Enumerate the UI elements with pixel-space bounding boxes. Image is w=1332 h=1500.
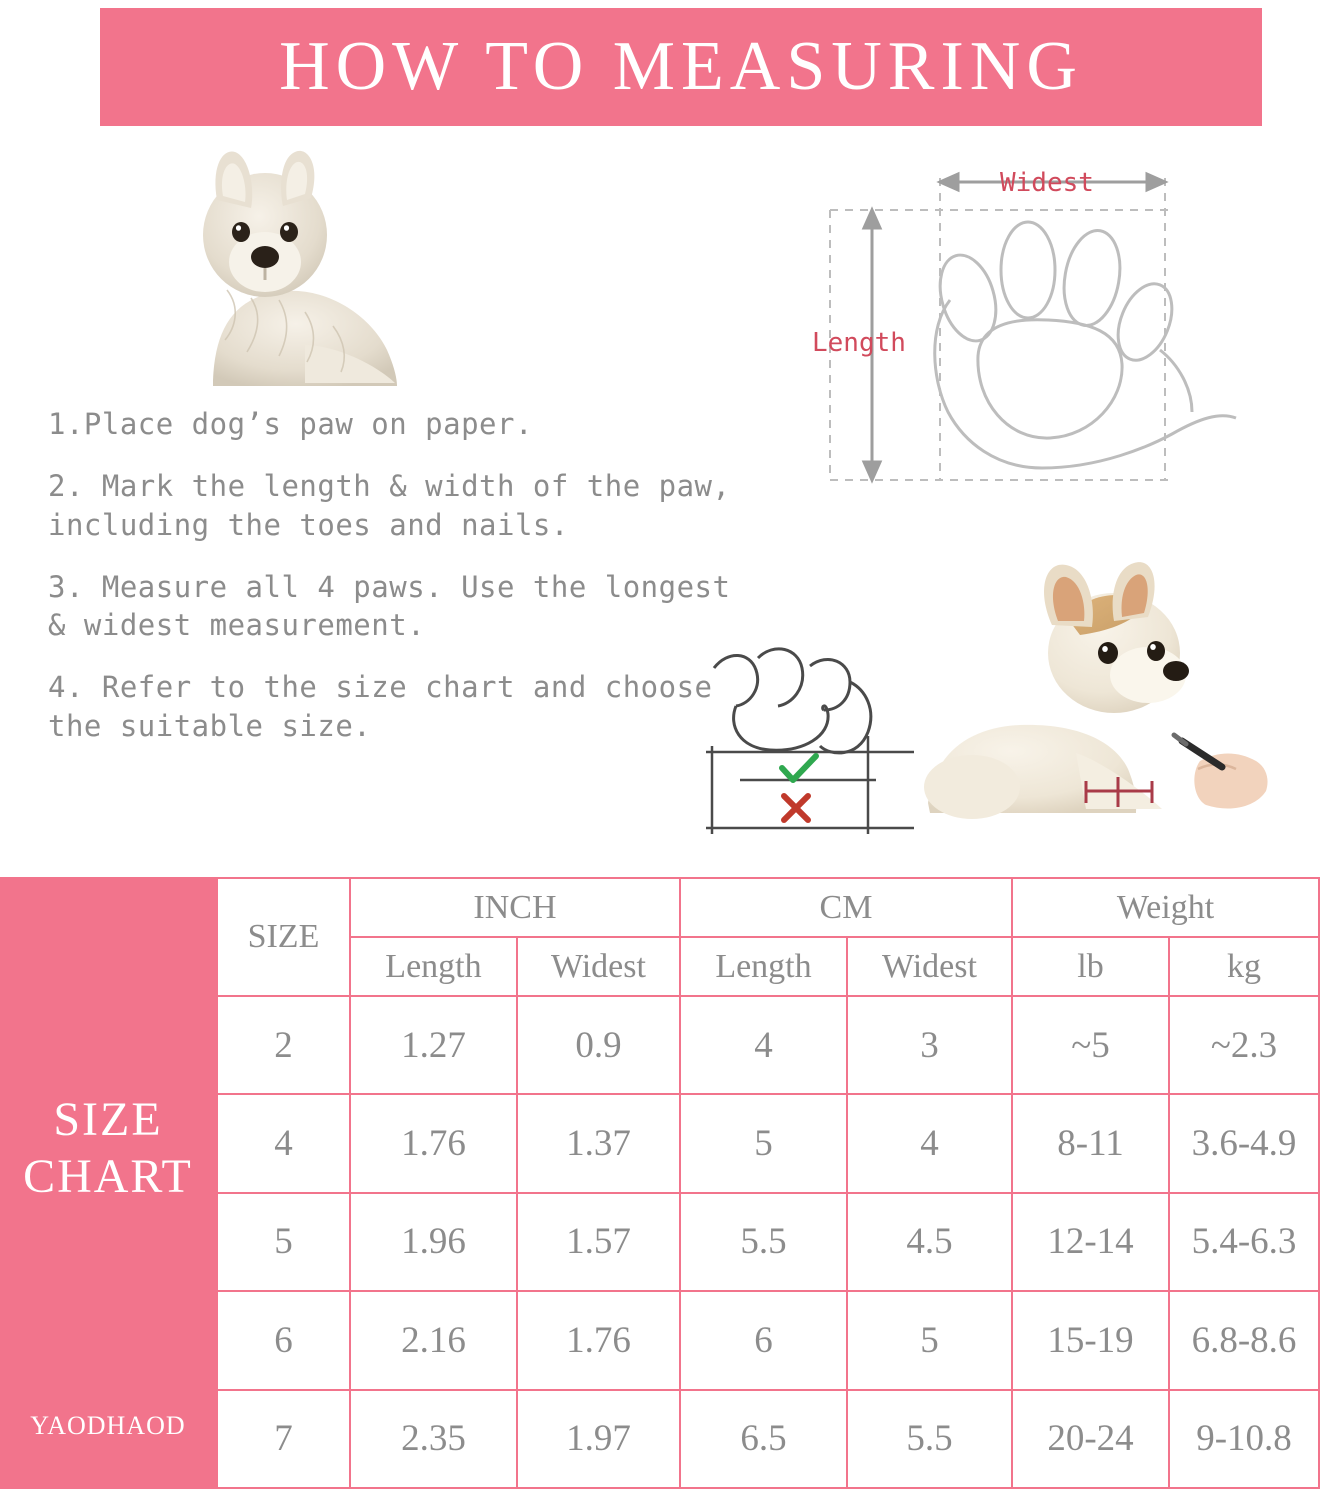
cell-cm-widest: 4 (847, 1094, 1012, 1192)
instruction-3: 3. Measure all 4 paws. Use the longest & widest measurement. (48, 569, 731, 643)
header-weight: Weight (1012, 878, 1319, 937)
brand-label: YAODHAOD (30, 1411, 186, 1440)
table-row (217, 1291, 1319, 1389)
cell-cm-length: 4 (680, 996, 847, 1094)
table-header-group-row (217, 878, 1319, 937)
cell-kg: ~2.3 (1169, 996, 1319, 1094)
header-inch-widest: Widest (517, 937, 680, 996)
cell-cm-length: 5 (680, 1094, 847, 1192)
header-cm-length: Length (680, 937, 847, 996)
chihuahua-measuring-photo (900, 555, 1270, 855)
header-weight-kg: kg (1169, 937, 1319, 996)
instruction-1: 1.Place dog’s paw on paper. (48, 407, 533, 441)
cell-size: 7 (217, 1390, 350, 1488)
cell-inch-widest: 0.9 (517, 996, 680, 1094)
header-weight-lb: lb (1012, 937, 1169, 996)
cell-size: 2 (217, 996, 350, 1094)
instruction-2: 2. Mark the length & width of the paw, including the toes and nails. (48, 469, 731, 542)
cell-cm-length: 5.5 (680, 1193, 847, 1291)
page-title: HOW TO MEASURING (279, 28, 1083, 105)
cell-inch-widest: 1.76 (517, 1291, 680, 1389)
table-row (217, 1193, 1319, 1291)
cell-inch-length: 1.27 (350, 996, 517, 1094)
table-header-sub-row (217, 937, 1319, 996)
widest-label: Widest (1000, 168, 1094, 198)
cell-size: 4 (217, 1094, 350, 1192)
cell-cm-widest: 3 (847, 996, 1012, 1094)
cell-cm-length: 6 (680, 1291, 847, 1389)
cell-lb: 8-11 (1012, 1094, 1169, 1192)
cell-cm-widest: 4.5 (847, 1193, 1012, 1291)
cell-kg: 6.8-8.6 (1169, 1291, 1319, 1389)
cell-cm-length: 6.5 (680, 1390, 847, 1488)
cell-inch-length: 1.96 (350, 1193, 517, 1291)
header-inch-length: Length (350, 937, 517, 996)
cell-inch-widest: 1.57 (517, 1193, 680, 1291)
length-label: Length (812, 328, 906, 358)
cell-cm-widest: 5 (847, 1291, 1012, 1389)
cell-lb: 12-14 (1012, 1193, 1169, 1291)
size-chart-title-line1: SIZE (53, 1093, 163, 1146)
size-chart-table (216, 877, 1320, 1489)
cell-cm-widest: 5.5 (847, 1390, 1012, 1488)
cell-lb: 20-24 (1012, 1390, 1169, 1488)
cell-kg: 9-10.8 (1169, 1390, 1319, 1488)
cell-inch-widest: 1.97 (517, 1390, 680, 1488)
size-chart (0, 877, 1320, 1489)
cell-size: 6 (217, 1291, 350, 1389)
cell-size: 5 (217, 1193, 350, 1291)
table-row (217, 1094, 1319, 1192)
header-banner (100, 8, 1262, 126)
size-chart-title-line2: CHART (23, 1149, 193, 1203)
table-row (217, 996, 1319, 1094)
cell-inch-length: 2.16 (350, 1291, 517, 1389)
cell-lb: ~5 (1012, 996, 1169, 1094)
terrier-dog-photo (155, 140, 420, 395)
instruction-4: 4. Refer to the size chart and choose the suitable size. (48, 670, 713, 743)
table-row (217, 1390, 1319, 1488)
instructions-list (48, 405, 748, 769)
cell-lb: 15-19 (1012, 1291, 1169, 1389)
cell-kg: 5.4-6.3 (1169, 1193, 1319, 1291)
measure-guide-diagram (700, 640, 920, 840)
cell-inch-length: 1.76 (350, 1094, 517, 1192)
size-chart-title (0, 1092, 216, 1205)
cell-inch-widest: 1.37 (517, 1094, 680, 1192)
header-size: SIZE (217, 878, 350, 996)
cell-inch-length: 2.35 (350, 1390, 517, 1488)
header-inch: INCH (350, 878, 680, 937)
header-cm: CM (680, 878, 1012, 937)
size-chart-side-panel (0, 877, 216, 1489)
cell-kg: 3.6-4.9 (1169, 1094, 1319, 1192)
header-cm-widest: Widest (847, 937, 1012, 996)
